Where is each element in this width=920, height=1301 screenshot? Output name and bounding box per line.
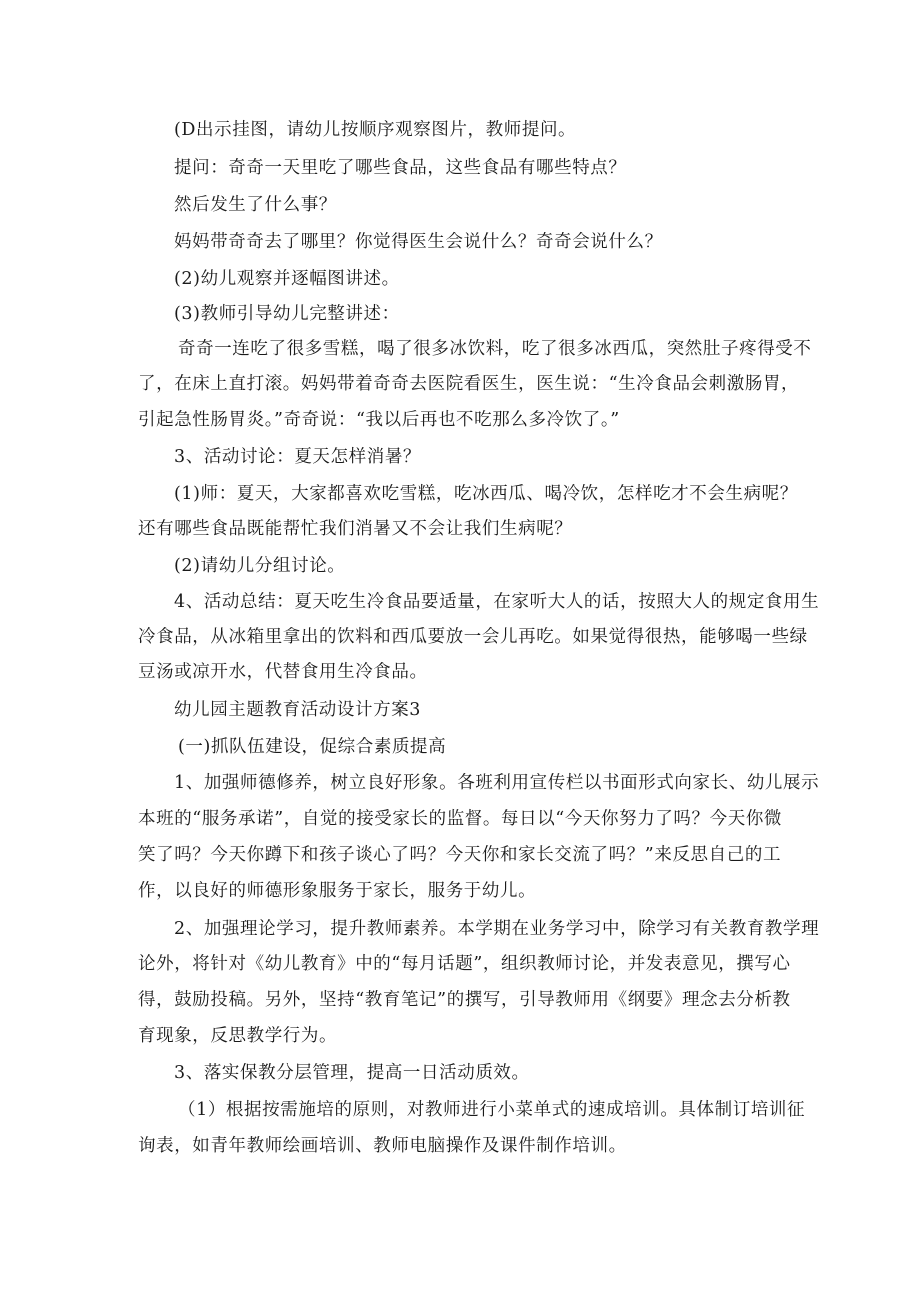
- text-line: 2、加强理论学习，提升教师素养。本学期在业务学习中，除学习有关教育教学理: [174, 919, 820, 939]
- text-line: 奇奇一连吃了很多雪糕，喝了很多冰饮料，吃了很多冰西瓜，突然肚子疼得受不: [178, 339, 812, 359]
- text-line: 3、活动讨论：夏天怎样消暑？: [174, 447, 422, 467]
- text-line: 询表，如青年教师绘画培训、教师电脑操作及课件制作培训。: [138, 1136, 627, 1156]
- text-line: (D出示挂图，请幼儿按顺序观察图片，教师提问。: [174, 120, 577, 140]
- text-line: 1、加强师德修养，树立良好形象。各班利用宣传栏以书面形式向家长、幼儿展示: [174, 773, 820, 793]
- text-line: (1)师：夏天，大家都喜欢吃雪糕，吃冰西瓜、喝冷饮，怎样吃才不会生病呢？: [174, 484, 798, 504]
- section-heading: 幼儿园主题教育活动设计方案3: [174, 700, 422, 720]
- text-line: 引起急性肠胃炎。”奇奇说：“我以后再也不吃那么多冷饮了。”: [138, 410, 620, 430]
- subsection-heading: (一)抓队伍建设，促综合素质提高: [178, 737, 447, 757]
- text-line: 了，在床上直打滚。妈妈带着奇奇去医院看医生，医生说：“生冷食品会刺激肠胃，: [138, 374, 800, 394]
- text-line: (2)幼儿观察并逐幅图讲述。: [174, 269, 400, 289]
- text-line: （1）根据按需施培的原则，对教师进行小菜单式的速成培训。具体制订培训征: [178, 1100, 806, 1120]
- text-line: 4、活动总结：夏天吃生冷食品要适量，在家听大人的话，按照大人的规定食用生: [174, 592, 820, 612]
- text-line: 3、落实保教分层管理，提高一日活动质效。: [174, 1063, 530, 1083]
- text-line: 还有哪些食品既能帮忙我们消暑又不会让我们生病呢？: [138, 519, 573, 539]
- text-line: 论外，将针对《幼儿教育》中的“每月话题”，组织教师讨论，并发表意见，撰写心: [138, 954, 791, 974]
- text-line: 得，鼓励投稿。另外，坚持“教育笔记”的撰写，引导教师用《纲要》理念去分析教: [138, 990, 791, 1010]
- text-line: 豆汤或凉开水，代替食用生冷食品。: [138, 662, 428, 682]
- text-line: 作，以良好的师德形象服务于家长，服务于幼儿。: [138, 881, 537, 901]
- text-line: 育现象，反思教学行为。: [138, 1026, 338, 1046]
- text-line: 然后发生了什么事？: [174, 195, 337, 215]
- text-line: 笑了吗？今天你蹲下和孩子谈心了吗？今天你和家长交流了吗？”来反思自己的工: [138, 845, 782, 865]
- text-line: (3)教师引导幼儿完整讲述：: [174, 304, 400, 324]
- text-line: 提问：奇奇一天里吃了哪些食品，这些食品有哪些特点？: [174, 158, 627, 178]
- text-line: 冷食品，从冰箱里拿出的饮料和西瓜要放一会儿再吃。如果觉得很热，能够喝一些绿: [138, 627, 808, 647]
- text-line: 本班的“服务承诺”，自觉的接受家长的监督。每日以“今天你努力了吗？今天你微: [138, 809, 783, 829]
- text-line: (2)请幼儿分组讨论。: [174, 556, 346, 576]
- text-line: 妈妈带奇奇去了哪里？你觉得医生会说什么？奇奇会说什么？: [174, 232, 663, 252]
